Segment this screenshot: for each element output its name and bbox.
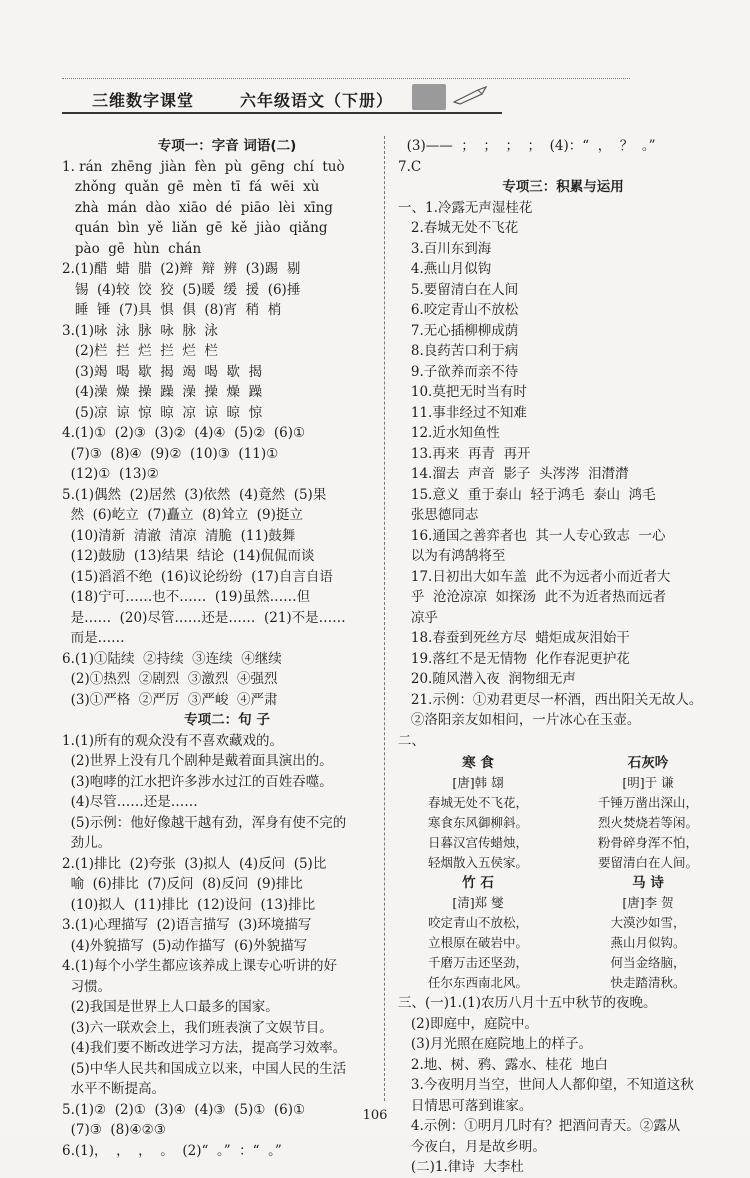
answer-line: 然 (6)屹立 (7)矗立 (8)耸立 (9)挺立 [62,507,303,523]
rocket-icon [452,84,488,106]
poem-line: 轻烟散入五侯家。 [427,855,528,870]
answer-line: 5.(1)② (2)① (3)④ (4)③ (5)① (6)① [62,1101,306,1118]
poem-section [398,753,728,993]
poem-line: 任尔东西南北风。 [427,975,528,990]
poem-author: [明]于 谦 [622,775,674,790]
answer-line: 14.溜去 声音 影子 头涔涔 泪潸潸 [398,466,629,482]
answer-line: (二)1.律诗 大李杜 [398,1159,524,1175]
answer-line: (12)① (13)② [62,466,159,482]
section-title: 专项一：字音 词语(二) [157,138,297,154]
answer-line: 13.再来 再青 再开 [398,445,531,462]
answer-line: 1. rán zhēng jiàn fèn pù gēng chí tuò [62,158,345,175]
section-title: 专项二：句 子 [184,712,270,728]
answer-line: (2)世界上没有几个剧种是戴着面具演出的。 [62,753,333,769]
answer-line: 3.今夜明月当空，世间人人都仰望，不知道这秋 [398,1077,694,1093]
answer-line: 21.示例：①劝君更尽一杯酒，西出阳关无故人。 [398,691,703,708]
answer-line: 7.无心插柳柳成荫 [398,322,519,339]
page-number: 106 [362,1108,388,1123]
answer-line: 凉乎 [398,609,438,626]
poem-title: 石灰吟 [627,755,669,771]
column-divider [384,136,385,1101]
answer-line: pào gē hùn chán [62,240,202,257]
answer-line: (3)竭 喝 歇 揭 竭 喝 歇 揭 [62,363,263,380]
answer-line: 12.近水知鱼性 [398,425,500,441]
poem-title: 寒 食 [462,755,494,771]
answer-line: 乎 沧沧凉凉 如探汤 此不为近者热而远者 [398,589,667,605]
answer-line: 6.(1)， ， ， 。 (2)“ 。” ：“ 。” [62,1142,282,1159]
answer-line: 今夜白，月是故乡明。 [398,1138,546,1155]
answer-line: 一、1.冷露无声湿桂花 [398,199,533,216]
poem-line: 快走踏清秋。 [610,975,686,990]
answer-line: 1.(1)所有的观众没有不喜欢藏戏的。 [62,732,284,749]
answer-line: 7.C [398,158,422,175]
poem-line: 咬定青山不放松， [427,915,528,930]
answer-line: 8.良药苦口利于病 [398,343,519,359]
poem-title: 马 诗 [632,875,664,891]
answer-line: 6.咬定青山不放松 [398,302,519,318]
answer-line: ②洛阳亲友如相问，一片冰心在玉壶。 [398,712,641,728]
answer-line: (10)清新 清澈 清凉 清脆 (11)鼓舞 [62,527,296,544]
poem-author: [唐]李 贺 [622,895,674,910]
answer-line: 水平不断提高。 [62,1081,166,1097]
answer-line: 20.随风潜入夜 润物细无声 [398,671,576,687]
answer-line: 3.(1)咏 泳 脉 咏 脉 泳 [62,322,218,339]
answer-line: (18)宁可……也不…… (19)虽然……但 [62,589,311,605]
answer-line: (2)即庭中，庭院中。 [398,1015,538,1032]
header-solid-rule [62,112,502,114]
answer-line: (2)栏 拦 烂 拦 烂 栏 [62,343,218,359]
answer-line: 4.示例：①明月几时有？把酒问青天。②露从 [398,1118,681,1134]
answer-line: 4.(1)① (2)③ (3)② (4)④ (5)② (6)① [62,425,306,441]
answer-line: (4)澡 燥 操 躁 澡 操 燥 躁 [62,384,263,400]
answer-line: 6.(1)①陆续 ②持续 ③连续 ④继续 [62,650,282,667]
answer-line: 5.要留清白在人间 [398,281,519,298]
poem-author: [唐]韩 翃 [452,775,504,790]
answer-line: 张思德同志 [398,507,479,523]
answer-line: zhǒng quǎn gē mèn tī fá wēi xù [62,179,320,195]
section-title: 专项三：积累与运用 [502,179,624,195]
answer-line: 18.春蚕到死丝方尽 蜡炬成灰泪始干 [398,630,630,646]
answer-line: (7)③ (8)④ (9)② (10)③ (11)① [62,445,279,462]
answer-line: 17.日初出大如车盖 此不为远者小而近者大 [398,568,671,585]
answer-line: (12)鼓励 (13)结果 结论 (14)侃侃而谈 [62,548,315,564]
answer-line: (5)凉 谅 惊 晾 凉 谅 晾 惊 [62,404,263,421]
answer-line: 2.地、树、鸦、露水、桂花 地白 [398,1056,608,1073]
answer-line: (4)我们要不断改进学习方法，提高学习效率。 [62,1040,347,1056]
answer-line: 3.百川东到海 [398,240,492,257]
right-column [398,136,728,1178]
answer-line: 2.(1)醋 蜡 腊 (2)辫 辩 辨 (3)踢 剔 [62,261,301,277]
answer-line: (4)外貌描写 (5)动作描写 (6)外貌描写 [62,937,308,954]
poem-line: 寒食东风御柳斜。 [427,815,528,830]
answer-line: (10)拟人 (11)排比 (12)设问 (13)排比 [62,896,316,913]
poem-line: 粉骨碎身浑不怕， [597,835,698,850]
book-logo-icon [412,84,446,110]
answer-line: quán bìn yě liǎn gē kě jiào qiǎng [62,220,328,236]
poem-line: 烈火焚烧若等闲。 [597,815,698,830]
poem-line: 千锤万凿出深山， [597,795,698,810]
answer-line: 4.(1)每个小学生都应该养成上课专心听讲的好 [62,958,338,974]
poem-line: 日暮汉宫传蜡烛， [427,835,528,850]
answer-line: zhà mán dào xiāo dé piāo lèi xīng [62,199,333,216]
poem-line: 何当金络脑， [610,955,686,970]
answer-line: 劲儿。 [62,835,112,851]
answer-line: 3.(1)心理描写 (2)语言描写 (3)环境描写 [62,917,312,933]
answer-line: (2)①热烈 ②剧烈 ③激烈 ④强烈 [62,671,278,687]
poem-block [568,753,728,873]
answer-line: 是…… (20)尽管……还是…… (21)不是…… [62,609,346,626]
poem-line: 立根原在破岩中。 [427,935,528,950]
answer-line: 2.(1)排比 (2)夸张 (3)拟人 (4)反问 (5)比 [62,855,327,872]
poem-line: 千磨万击还坚劲， [427,955,528,970]
answer-line: 11.事非经过不知难 [398,404,527,421]
answer-line: 睡 锤 (7)具 惧 俱 (8)宵 稍 梢 [62,302,282,318]
answer-line: (5)示例：他好像越干越有劲，浑身有使不完的 [62,814,347,831]
poem-line: 燕山月似钩。 [610,935,686,950]
poem-section-label: 二、 [398,732,425,749]
answer-line: 以为有鸿鹄将至 [398,548,506,564]
answer-line: 2.春城无处不飞花 [398,220,519,236]
answer-line: (3)①严格 ②严厉 ③严峻 ④严肃 [62,691,278,708]
left-column [62,136,392,1161]
poem-block [398,873,558,993]
poem-author: [清]郑 燮 [452,895,504,910]
answer-line: 而是…… [62,630,125,646]
answer-line: 9.子欲养而亲不待 [398,363,519,380]
answer-line: (5)中华人民共和国成立以来，中国人民的生活 [62,1060,347,1077]
answer-line: 16.通国之善弈者也 其一人专心致志 一心 [398,527,666,544]
poem-line: 春城无处不飞花， [427,795,528,810]
poem-row [398,753,728,873]
page-header [0,78,750,118]
answer-line: 锡 (4)较 饺 狡 (5)暖 缓 援 (6)捶 [62,281,301,298]
answer-line: 10.莫把无时当有时 [398,384,527,400]
answer-line: 5.(1)偶然 (2)居然 (3)依然 (4)竟然 (5)果 [62,486,327,503]
answer-line: 三、(一)1.(1)农历八月十五中秋节的夜晚。 [398,995,657,1011]
answer-line: (2)我国是世界上人口最多的国家。 [62,999,279,1015]
answer-line: (7)③ (8)④②③ [62,1122,166,1138]
grade-title: 六年级语文（下册） [240,91,394,110]
right-answers-tail [398,993,728,1178]
poem-row [398,873,728,993]
poem-line: 要留清白在人间。 [597,855,698,870]
answer-line: 日情思可落到谁家。 [398,1097,533,1114]
answer-line: 19.落红不是无情物 化作春泥更护花 [398,650,630,667]
answer-line: 习惯。 [62,978,112,995]
answer-line: 4.燕山月似钩 [398,261,492,277]
answer-line: (15)滔滔不绝 (16)议论纷纷 (17)自言自语 [62,568,333,585]
right-answers-top [398,136,728,731]
answer-line: (3)—— ； ； ； ； (4)：“ ， ？ 。” [398,138,656,154]
answer-line: (3)六一联欢会上，我们班表演了文娱节目。 [62,1019,333,1036]
answer-line: (4)尽管……还是…… [62,794,198,810]
poem-block [568,873,728,993]
poem-line: 大漠沙如雪， [610,915,686,930]
book-title: 三维数字课堂 [92,91,195,110]
answer-line: 喻 (6)排比 (7)反问 (8)反问 (9)排比 [62,876,303,892]
answer-line: (3)咆哮的江水把许多涉水过江的百姓吞噬。 [62,773,333,790]
answer-line: 15.意义 重于泰山 轻于鸿毛 泰山 鸿毛 [398,486,656,503]
poem-title: 竹 石 [462,875,494,891]
poem-block [398,753,558,873]
answer-line: (3)月光照在庭院地上的样子。 [398,1036,592,1052]
header-dotted-rule [62,78,630,79]
